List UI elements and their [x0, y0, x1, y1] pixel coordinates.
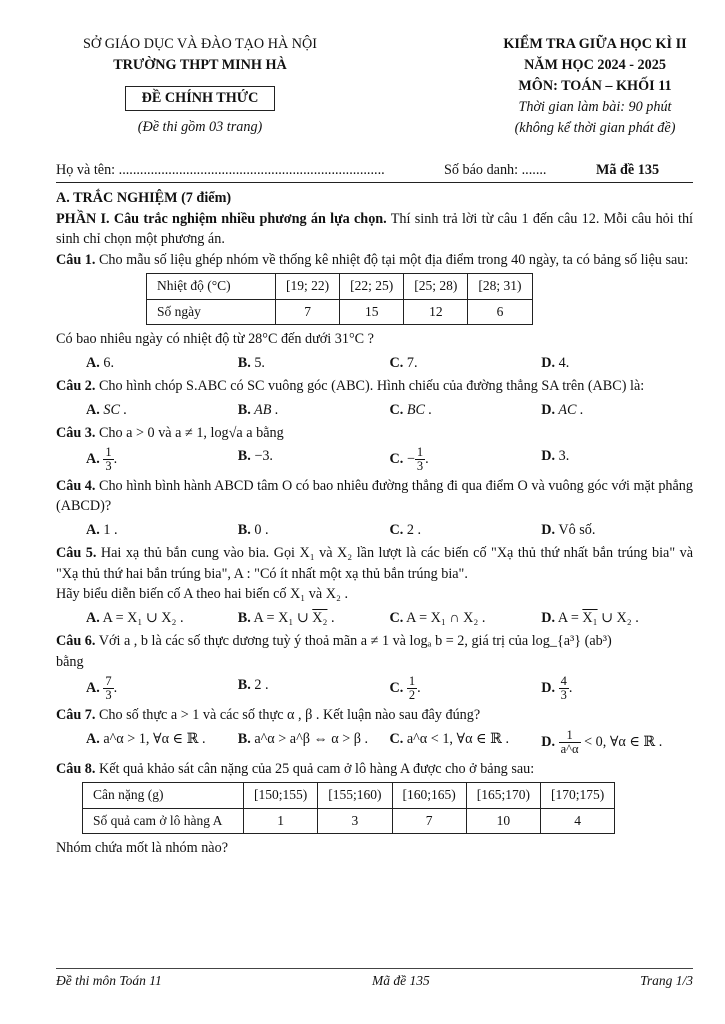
time-limit: Thời gian làm bài: 90 phút	[518, 99, 672, 115]
student-name-field: Họ và tên: ...........................................................................	[56, 162, 385, 178]
option-c[interactable]: C. $\frac{1}{2}$ .	[389, 674, 421, 702]
table-cell: 4	[541, 808, 615, 834]
denominator: 3	[560, 688, 567, 702]
fraction	[559, 675, 569, 702]
denominator: 3	[105, 458, 112, 473]
answer-options	[86, 520, 693, 541]
option-c[interactable]: C. a^α < 1, ∀α ∈ ℝ .	[389, 730, 509, 747]
table-cell: [19; 22)	[276, 274, 340, 300]
official-badge: ĐỀ CHÍNH THỨC	[125, 86, 276, 111]
option-d[interactable]: D. A = X₁ ∪ X₂ .	[541, 609, 639, 626]
exam-code: Mã đề 135	[596, 162, 660, 178]
option-text: 3.	[558, 447, 570, 464]
option-a[interactable]: A. A = X₁ ∪ X₂ .	[86, 609, 184, 626]
table-cell: 12	[404, 299, 468, 325]
footer-exam-code: Mã đề 135	[372, 973, 430, 988]
option-a[interactable]: A. a^α > 1, ∀α ∈ ℝ .	[86, 730, 206, 747]
option-b[interactable]: B. 5.	[237, 354, 265, 371]
table-cell: 3	[318, 808, 392, 834]
option-c[interactable]: C. A = X₁ ∩ X₂ .	[389, 609, 486, 626]
subject-title: MÔN: TOÁN – KHỐI 11	[518, 78, 672, 94]
question-text: Cho a > 0 và a ≠ 1, log√a a bằng	[95, 425, 284, 441]
question-3	[56, 423, 693, 444]
option-text: a^α < 1, ∀α ∈ ℝ .	[406, 730, 509, 747]
exam-title: KIỂM TRA GIỮA HỌC KÌ II	[503, 36, 687, 52]
question-6	[56, 631, 693, 652]
numerator: 1	[105, 444, 112, 459]
answer-options	[86, 353, 693, 374]
option-d[interactable]: D. $\frac{1}{a\^{}\alpha}$ < 0, ∀α ∈ ℝ .	[541, 727, 663, 756]
question-label: Câu 6.	[56, 633, 96, 649]
denominator: a^α	[560, 741, 579, 756]
option-text: 2 .	[406, 521, 422, 538]
question-text: Cho mẫu số liệu ghép nhóm về thống kê nhiệt độ tại một địa điểm trong 40 ngày, ta có bảng số liệu sau:	[95, 251, 689, 268]
part1-title: PHẦN I. Câu trắc nghiệm nhiều phương án lựa chọn.	[56, 210, 387, 227]
option-text: .	[327, 609, 335, 626]
option-a[interactable]: A. $\frac{1}{3}$ .	[86, 444, 118, 473]
table-cell: Số quả cam ở lô hàng A	[83, 808, 244, 834]
table-cell: [25; 28)	[404, 274, 468, 300]
option-text: −3.	[254, 447, 273, 464]
table-cell: 6	[468, 299, 532, 325]
option-text: 7.	[406, 354, 418, 371]
table-cell: 7	[276, 299, 340, 325]
option-c[interactable]: C. − $\frac{1}{3}$ .	[389, 444, 429, 473]
table-cell: Cân nặng (g)	[83, 783, 244, 809]
answer-options	[86, 729, 693, 756]
option-text: Vô số.	[558, 521, 596, 538]
denominator: 2	[408, 688, 416, 702]
fraction	[559, 729, 581, 756]
department-name: SỞ GIÁO DỤC VÀ ĐÀO TẠO HÀ NỘI	[83, 36, 317, 52]
exam-content	[56, 188, 693, 859]
fraction	[103, 446, 113, 473]
part1-text: Thí sinh trả lời từ câu 1 đến câu 12. Mỗi câu hỏi thí sinh chỉ chọn một phương án.	[56, 210, 693, 247]
numerator: 1	[559, 729, 581, 743]
option-text: SC .	[103, 401, 127, 418]
option-text: AB .	[254, 401, 279, 418]
section-a-title: A. TRẮC NGHIỆM (7 điểm)	[56, 190, 232, 206]
option-text: BC .	[406, 401, 433, 418]
option-text: 6.	[103, 354, 114, 371]
question-text: Kết quả khảo sát cân nặng của 25 quả cam ở lô hàng A được cho ở bảng sau:	[95, 760, 535, 777]
option-c[interactable]: C. 2 .	[389, 521, 422, 538]
question-2	[56, 376, 693, 397]
option-a[interactable]: A. $\frac{7}{3}$ .	[86, 674, 118, 702]
table-cell: [28; 31)	[468, 274, 532, 300]
answer-options	[86, 608, 693, 629]
question-8-prompt: Nhóm chứa mốt là nhóm nào?	[56, 840, 228, 856]
option-b[interactable]: B. a^α > a^β ⇔ α > β .	[237, 730, 369, 747]
numerator: 1	[416, 444, 424, 459]
student-info-line	[56, 160, 693, 183]
option-b[interactable]: B. A = X₁ ∪ X₂ .	[237, 609, 335, 626]
option-d[interactable]: D. $\frac{4}{3}$ .	[541, 674, 573, 702]
header-right	[460, 34, 725, 139]
table-cell: [160;165)	[392, 783, 466, 809]
option-text: 1 .	[103, 521, 118, 538]
question-text: Cho hình bình hành ABCD tâm O có bao nhiêu đường thẳng đi qua điểm O và vuông góc với mặt phẳng (ABCD)?	[56, 477, 693, 514]
table-cell: [165;170)	[466, 783, 540, 809]
option-b[interactable]: B. 2 .	[237, 677, 269, 693]
question-4	[56, 476, 693, 517]
numerator: 7	[105, 674, 112, 688]
table-cell: [155;160)	[318, 783, 392, 809]
orange-weight-table	[82, 782, 615, 834]
table-row	[83, 783, 615, 809]
option-a[interactable]: A. 1 .	[86, 521, 118, 538]
question-7	[56, 705, 693, 726]
option-d[interactable]: D. 4.	[541, 354, 570, 371]
time-note: (không kể thời gian phát đề)	[514, 120, 676, 136]
page-count-note: (Đề thi gồm 03 trang)	[137, 119, 263, 135]
fraction	[407, 675, 417, 702]
table-cell: Nhiệt độ (°C)	[147, 274, 276, 300]
question-label: Câu 4.	[56, 477, 96, 494]
minus-sign: −	[406, 450, 415, 467]
exam-header	[40, 0, 693, 148]
complement-symbol: X₁	[582, 609, 598, 626]
option-text: a^α > a^β ⇔ α > β .	[254, 730, 369, 747]
answer-options	[86, 400, 693, 421]
option-c[interactable]: C. 7.	[389, 354, 418, 371]
complement-symbol: X₂	[312, 609, 328, 626]
question-text: Hai xạ thủ bắn cung vào bia. Gọi X₁ và X₂ lần lượt là các biến cố "Xạ thủ thứ nhất bắn trúng bia" và "Xạ thủ thứ hai bắn trúng bia", A : "Có ít nhất một xạ thủ bắn trúng bia".	[56, 545, 694, 582]
table-cell: [170;175)	[541, 783, 615, 809]
option-text: A = X₁ ∩ X₂ .	[406, 609, 486, 626]
question-label: Câu 7.	[56, 707, 96, 723]
table-row	[83, 808, 615, 834]
option-b[interactable]: B. −3.	[237, 447, 273, 464]
question-5	[56, 543, 693, 584]
denominator: 3	[105, 688, 112, 702]
question-label: Câu 5.	[56, 545, 97, 561]
question-label: Câu 1.	[56, 251, 96, 268]
answer-options	[86, 675, 693, 702]
candidate-number-field: Số báo danh: .......	[444, 162, 547, 178]
footer-subject: Đề thi môn Toán 11	[56, 973, 162, 988]
numerator: 4	[560, 674, 567, 688]
question-8	[56, 759, 693, 780]
question-label: Câu 3.	[56, 425, 96, 441]
question-1	[56, 250, 693, 271]
part1-intro	[56, 209, 693, 250]
question-label: Câu 8.	[56, 760, 96, 777]
table-cell: 15	[340, 299, 404, 325]
question-label: Câu 2.	[56, 378, 96, 394]
option-text: < 0, ∀α ∈ ℝ .	[580, 733, 663, 750]
table-row	[147, 299, 533, 325]
fraction	[103, 675, 113, 702]
option-text: 4.	[558, 354, 570, 371]
option-text: A = X₁ ∪ X₂ .	[102, 609, 184, 626]
option-a[interactable]: A. SC .	[86, 401, 127, 418]
temperature-table	[146, 273, 533, 325]
table-cell: Số ngày	[147, 299, 276, 325]
question-text: Cho số thực a > 1 và các số thực α , β . Kết luận nào sau đây đúng?	[95, 707, 481, 723]
option-text: ∪ X₂ .	[597, 609, 639, 626]
option-text: 2 .	[254, 677, 269, 693]
table-cell: 7	[392, 808, 466, 834]
footer-page-number: Trang 1/3	[640, 973, 693, 988]
option-text: 0 .	[254, 521, 269, 538]
page-footer	[56, 968, 693, 989]
option-b[interactable]: B. AB .	[237, 401, 279, 418]
option-text: AC .	[558, 401, 584, 418]
header-left	[80, 34, 320, 136]
option-text: A =	[557, 609, 583, 626]
question-text: Cho hình chóp S.ABC có SC vuông góc (ABC). Hình chiếu của đường thẳng SA trên (ABC) là:	[95, 378, 645, 394]
question-text: Với a , b là các số thực dương tuỳ ý thoả mãn a ≠ 1 và logₐ b = 2, giá trị của log_{a³} (ab³)	[95, 633, 612, 649]
denominator: 3	[416, 458, 424, 473]
question-1-prompt: Có bao nhiêu ngày có nhiệt độ từ 28°C đến dưới 31°C ?	[56, 331, 374, 347]
table-row	[147, 274, 533, 300]
numerator: 1	[408, 674, 416, 688]
fraction	[415, 446, 425, 473]
option-d[interactable]: D. Vô số.	[541, 521, 596, 538]
option-d[interactable]: D. 3.	[541, 447, 570, 464]
question-6-prompt: bằng	[56, 653, 84, 670]
school-name: TRƯỜNG THPT MINH HÀ	[113, 57, 287, 73]
table-cell: [22; 25)	[340, 274, 404, 300]
table-cell: [150;155)	[244, 783, 318, 809]
option-text: a^α > 1, ∀α ∈ ℝ .	[103, 730, 206, 747]
option-d[interactable]: D. AC .	[541, 401, 584, 418]
table-cell: 10	[466, 808, 540, 834]
school-year: NĂM HỌC 2024 - 2025	[524, 57, 666, 73]
question-5-prompt: Hãy biểu diễn biến cố A theo hai biến cố X₁ và X₂ .	[56, 586, 348, 602]
answer-options	[86, 446, 693, 473]
table-cell: 1	[244, 808, 318, 834]
option-text: 5.	[254, 354, 265, 371]
option-b[interactable]: B. 0 .	[237, 521, 269, 538]
option-text: A = X₁ ∪	[253, 609, 313, 626]
option-c[interactable]: C. BC .	[389, 401, 433, 418]
option-a[interactable]: A. 6.	[86, 354, 114, 371]
